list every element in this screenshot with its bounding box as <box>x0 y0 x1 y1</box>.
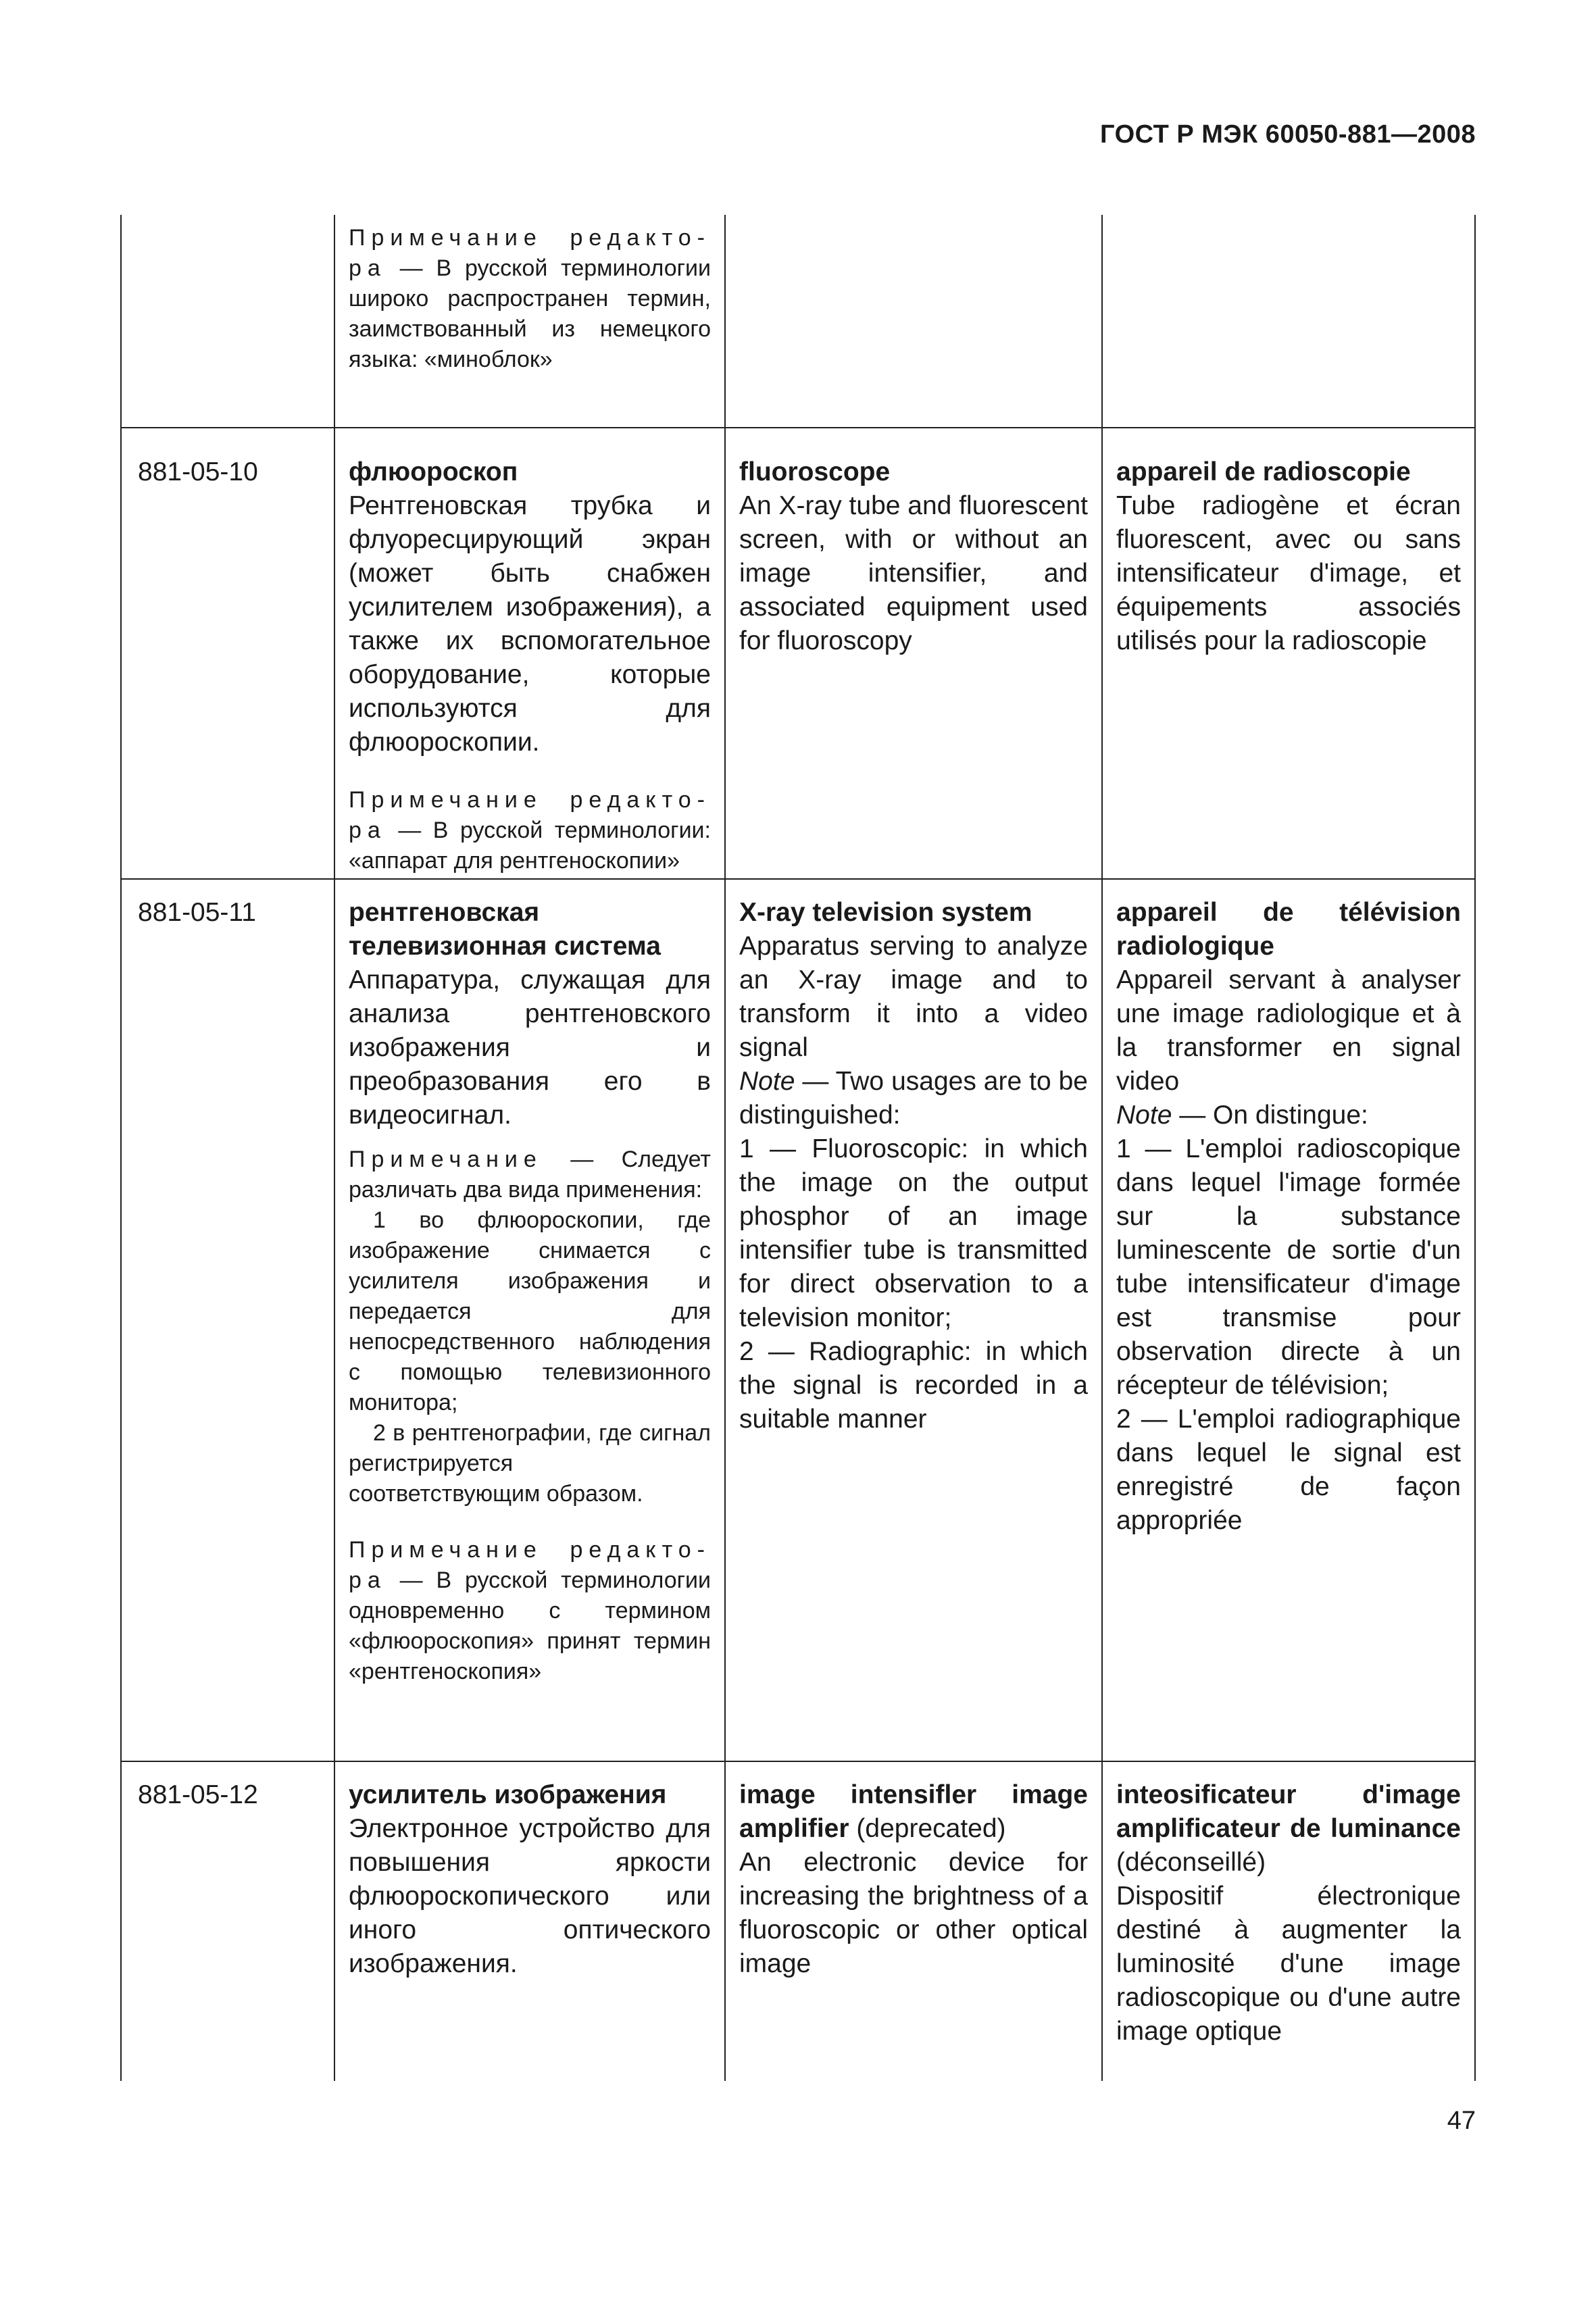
column-rule <box>1101 215 1103 2081</box>
fr-entry <box>1116 896 1461 1538</box>
column-rule <box>1474 215 1476 2081</box>
en-term-line <box>739 1778 1088 1846</box>
ru-term: рентгеновская телевизионная система <box>349 898 661 961</box>
ru-note-item: 1 во флюороскопии, где изображение снимается с усилителя изображения и передается для непосредственного наблюдения с помощью телевизионного монитора; <box>349 1207 711 1415</box>
ru-note: Примечание — Следует различать два вида применения: <box>349 1147 711 1203</box>
fr-entry <box>1116 455 1461 658</box>
fr-definition: Tube radiogène et écran fluorescent, avec ou sans intensificateur d'image, et équipements associés utilisés pour la radioscopie <box>1116 491 1461 655</box>
term-number: 881-05-12 <box>138 1780 258 1809</box>
fr-entry <box>1116 1778 1461 2048</box>
column-rule <box>334 215 335 2081</box>
fr-term: appareil de télévision radiologique <box>1116 898 1461 961</box>
ru-definition: Рентгеновская трубка и флуоресцирующий экран (может быть снабжен усилителем изображения), а также их вспомогательное оборудование, которые используются для флюороскопии. <box>349 491 711 757</box>
top-editor-note: Примечание редакто-ра — В русской терминологии широко распространен термин, заимствованный из немецкого языка: «миноблок» <box>349 225 711 372</box>
ru-entry <box>349 896 711 1687</box>
en-entry <box>739 455 1088 658</box>
en-definition: An X-ray tube and fluorescent screen, with or without an image intensifier, and associated equipment used for fluoroscopy <box>739 491 1088 655</box>
fr-definition: Dispositif électronique destiné à augmenter la luminosité d'une image radioscopique ou d'une autre image optique <box>1116 1882 1461 2046</box>
fr-definition: Appareil servant à analyser une image radiologique et à la transformer en signal video <box>1116 965 1461 1096</box>
fr-term: inteosificateur d'image amplificateur de luminance <box>1116 1780 1461 1843</box>
row-rule <box>120 427 1476 428</box>
fr-note-item: 1 — L'emploi radioscopique dans lequel l'image formée sur la substance luminescente de sortie d'un tube intensificateur d'image est transmise pour observation directe à un récepteur de télévision; <box>1116 1134 1461 1400</box>
column-rule <box>724 215 726 2081</box>
fr-note-item: 2 — L'emploi radiographique dans lequel le signal est enregistré de façon appropriée <box>1116 1405 1461 1535</box>
en-note: Note — Two usages are to be distinguished: <box>739 1067 1088 1130</box>
en-term: X-ray television system <box>739 898 1032 927</box>
column-rule <box>120 215 122 2081</box>
en-note-item: 1 — Fluoroscopic: in which the image on the output phosphor of an image intensifier tube is transmitted for direct observation to a television monitor; <box>739 1134 1088 1332</box>
ru-entry <box>349 1778 711 1981</box>
fr-note: Note — On distingue: <box>1116 1101 1368 1130</box>
en-term-qualifier: (deprecated) <box>849 1814 1006 1843</box>
ru-definition: Электронное устройство для повышения яркости флюороскопического или иного оптического изображения. <box>349 1814 711 1978</box>
ru-editor-note: Примечание редакто-ра — В русской терминологии: «аппарат для рентгеноскопии» <box>349 787 711 874</box>
row-rule <box>120 1761 1476 1762</box>
ru-term: усилитель изображения <box>349 1780 667 1809</box>
en-term: image intensifler image amplifier <box>739 1780 1088 1843</box>
ru-editor-note: Примечание редакто-ра — В русской терминологии одновременно с термином «флюороскопия» принят термин «рентгеноскопия» <box>349 1537 711 1684</box>
ru-term: флюороскоп <box>349 457 518 486</box>
ru-entry <box>349 455 711 876</box>
en-definition: An electronic device for increasing the brightness of a fluoroscopic or other optical image <box>739 1848 1088 1978</box>
row-rule <box>120 878 1476 880</box>
fr-term-qualifier: (déconseillé) <box>1116 1848 1266 1877</box>
page-number: 47 <box>1447 2107 1476 2135</box>
en-definition: Apparatus serving to analyze an X-ray image and to transform it into a video signal <box>739 932 1088 1062</box>
term-number: 881-05-10 <box>138 457 258 486</box>
en-entry <box>739 1778 1088 1981</box>
document-header: ГОСТ Р МЭК 60050-881—2008 <box>1100 120 1476 149</box>
ru-definition: Аппаратура, служащая для анализа рентгеновского изображения и преобразования его в видеосигнал. <box>349 965 711 1130</box>
en-note-item: 2 — Radiographic: in which the signal is recorded in a suitable manner <box>739 1337 1088 1434</box>
terminology-table <box>120 215 1476 2081</box>
fr-term-line <box>1116 1778 1461 1880</box>
ru-note-item: 2 в рентгенографии, где сигнал регистрируется соответствующим образом. <box>349 1420 711 1507</box>
fr-term: appareil de radioscopie <box>1116 457 1411 486</box>
en-entry <box>739 896 1088 1436</box>
term-number: 881-05-11 <box>138 898 256 927</box>
en-term: fluoroscope <box>739 457 891 486</box>
